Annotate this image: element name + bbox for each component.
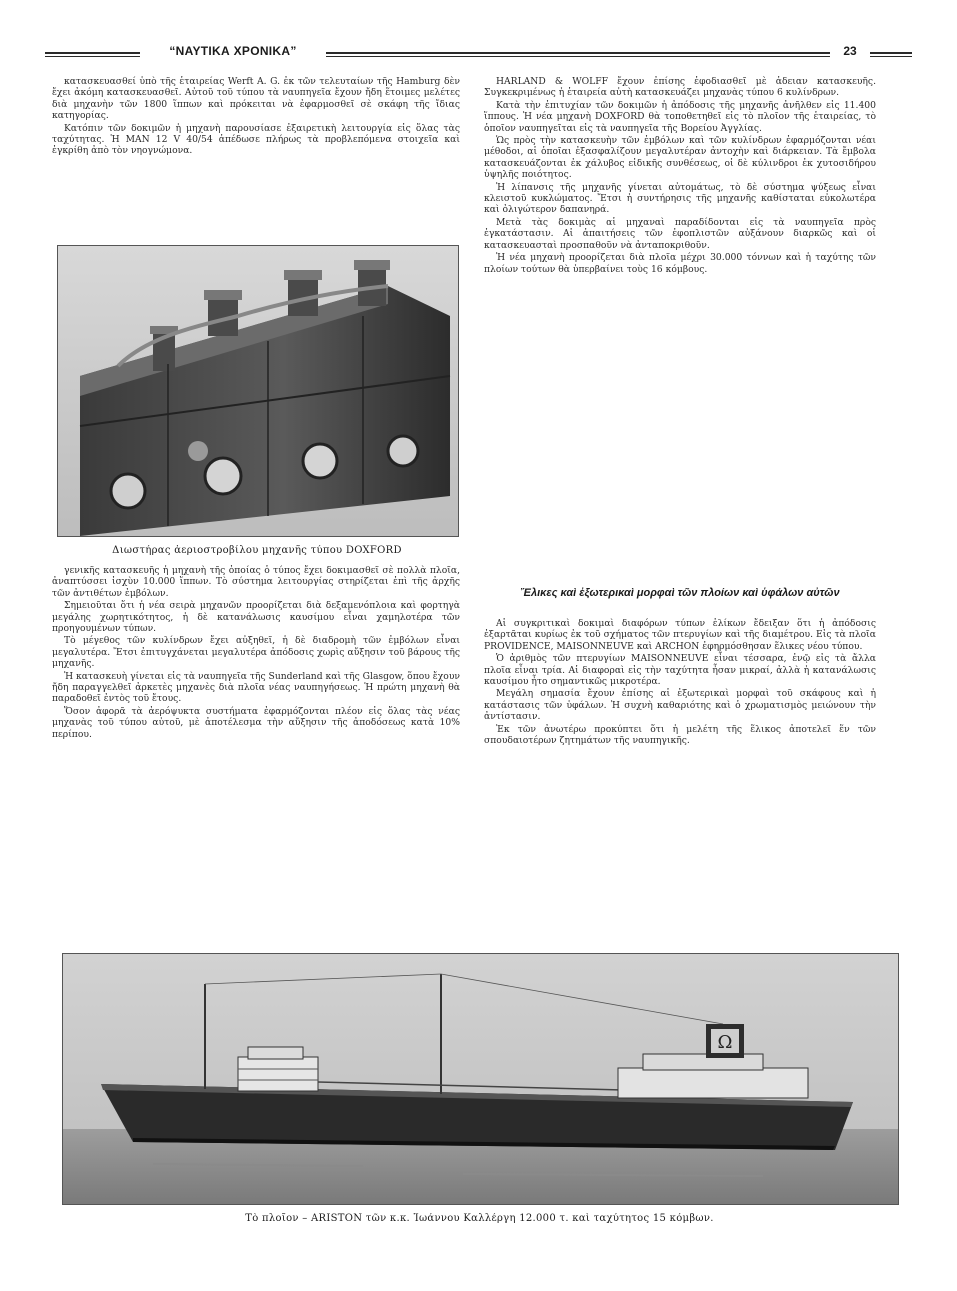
ship-photo: [62, 953, 899, 1205]
paragraph: Ἡ λίπανσις τῆς μηχανῆς γίνεται αὐτομάτως, τὸ δὲ σύστημα ψύξεως εἶναι κλειστοῦ κυκλώματος. Ἔτσι ἡ συντήρησις τῆς μηχανῆς καθίσταται εὐκολωτέρα καὶ ὀλιγώτερον δαπανηρά.: [484, 181, 876, 216]
paragraph: Ὡς πρὸς τὴν κατασκευὴν τῶν ἐμβόλων καὶ τῶν κυλίνδρων ἐφαρμόζονται νέαι μέθοδοι, αἱ ὁποῖαι ἐξασφαλίζουν μεγαλυτέραν ἀντοχὴν καὶ διάρκειαν. Τὰ ἔμβολα κατασκευάζονται ἐκ χάλυβος εἰδικῆς συνθέσεως, οἱ δὲ κύλινδροι ἐκ χυτοσιδήρου ὑψηλῆς ποιότητος.: [484, 135, 876, 181]
header-rule-middle-thin: [326, 56, 830, 57]
paragraph: Κατόπιν τῶν δοκιμῶν ἡ μηχανὴ παρουσίασε ἐξαιρετικὴ λειτουργία εἰς ὅλας τὰς ταχύτητας. Ἡ MAN 12 V 40/54 ἀπέδωσε πλήρως τὰ προβλεπόμενα στοιχεῖα καὶ ἐγκρίθη ἀπὸ τὸν νηογνώμονα.: [52, 122, 460, 157]
publication-title: “ΝΑΥΤΙΚΑ ΧΡΟΝΙΚΑ”: [169, 44, 297, 58]
section-subheading: Ἕλικες καὶ ἐξωτερικαὶ μορφαὶ τῶν πλοίων καὶ ὑφάλων αὐτῶν: [520, 587, 840, 599]
svg-text:Ω: Ω: [717, 1032, 733, 1053]
header-rule-right-thin: [870, 56, 912, 57]
header-rule-middle: [326, 52, 830, 54]
page-header: [0, 44, 957, 64]
left-column-top-text: [52, 76, 460, 244]
right-column-top-text: [484, 76, 876, 582]
engine-photo-caption: Διωστήρας ἀεριοστροβίλου μηχανῆς τύπου DOXFORD: [112, 545, 402, 556]
paragraph: κατασκευασθεί ὑπὸ τῆς ἑταιρείας Werft A. G. ἐκ τῶν τελευταίων τῆς Hamburg δὲν ἔχει ἀκόμη κατασκευασθεῖ. Αὐτοῦ τοῦ τύπου τὰ ναυπηγεῖα ἔχουν ἤδη ἕτοιμες μελέτες διὰ μηχανὴν τῶν 1800 ἵππων καὶ πρόκειται νὰ ἐφαρμοσθεῖ σὲ σκάφη τῆς ἴδιας κατηγορίας.: [52, 76, 460, 122]
paragraph: HARLAND & WOLFF ἔχουν ἐπίσης ἐφοδιασθεῖ μὲ ἀδειαν κατασκευῆς. Συγκεκριμένως ἡ ἑταιρεία αὐτὴ κατασκευάζει μηχανὰς τύπου 6 κυλίνδρων.: [484, 76, 876, 99]
paragraph: Τὸ μέγεθος τῶν κυλίνδρων ἔχει αὐξηθεῖ, ἡ δὲ διαδρομὴ τῶν ἐμβόλων εἶναι μεγαλυτέρα. Ἔτσι ἐπιτυγχάνεται μεγαλυτέρα ἀπόδοσις χωρὶς αὔξησιν τοῦ βάρους τῆς μηχανῆς.: [52, 635, 460, 670]
diesel-engine-image: [58, 246, 458, 536]
paragraph: Μετὰ τὰς δοκιμὰς αἱ μηχαναὶ παραδίδονται εἰς τὰ ναυπηγεῖα πρὸς ἐγκατάστασιν. Αἱ ἀπαιτήσεις τῶν ἐφοπλιστῶν αὐξάνουν διαρκῶς καὶ οἱ κατασκευασταὶ προσπαθοῦν νὰ ἀνταποκριθοῦν.: [484, 216, 876, 251]
engine-photo: [57, 245, 459, 537]
header-rule-left-thin: [45, 56, 140, 57]
paragraph: Σημειοῦται ὅτι ἡ νέα σειρὰ μηχανῶν προορίζεται διὰ δεξαμενόπλοια καὶ φορτηγὰ μεγάλης χωρητικότητος, ἡ δὲ κατανάλωσις καυσίμου εἶναι χαμηλοτέρα τῶν προηγουμένων τύπων.: [52, 600, 460, 635]
paragraph: Ὅσον ἀφορᾶ τὰ ἀερόψυκτα συστήματα ἐφαρμόζονται πλέον εἰς ὅλας τὰς νέας μηχανὰς τοῦ τύπου αὐτοῦ, μὲ ἀποτέλεσμα τὴν αὔξησιν τῆς ἀποδόσεως κατὰ 10% περίπου.: [52, 705, 460, 740]
header-rule-right: [870, 52, 912, 54]
page-number: 23: [843, 44, 857, 58]
paragraph: Αἱ συγκριτικαὶ δοκιμαὶ διαφόρων τύπων ἑλίκων ἔδειξαν ὅτι ἡ ἀπόδοσις ἐξαρτᾶται κυρίως ἐκ τοῦ σχήματος τῶν πτερυγίων καὶ τῆς διαμέτρου. Εἰς τὰ πλοῖα PROVIDENCE, MAISONNEUVE καὶ ARCHON ἐφηρμόσθησαν ἕλικες νέου τύπου.: [484, 618, 876, 652]
paragraph: Κατὰ τὴν ἐπιτυχίαν τῶν δοκιμῶν ἡ ἀπόδοσις τῆς μηχανῆς ἀνῆλθεν εἰς 11.400 ἵππους. Ἡ νέα μηχανὴ DOXFORD θὰ τοποθετηθεῖ εἰς τὸ πλοῖον τῆς ἑταιρείας, τὸ ὁποῖον ναυπηγεῖται εἰς τὰ ναυπηγεῖα τῆς Βορείου Ἀγγλίας.: [484, 99, 876, 134]
ship-photo-caption: Τὸ πλοῖον – ARISTON τῶν κ.κ. Ἰωάννου Καλλέργη 12.000 τ. καὶ ταχύτητος 15 κόμβων.: [245, 1213, 714, 1224]
left-column-bottom-text: [52, 565, 460, 945]
paragraph: γενικῆς κατασκευῆς ἡ μηχανὴ τῆς ὁποίας ὁ τύπος ἔχει δοκιμασθεῖ σὲ πολλὰ πλοῖα, ἀναπτύσσει ἰσχὺν 10.000 ἵππων. Τὸ σύστημα λειτουργίας στηρίζεται ἐπὶ τῆς ἀρχῆς τῶν ἀντιθέτων ἐμβόλων.: [52, 565, 460, 599]
paragraph: Ἡ κατασκευὴ γίνεται εἰς τὰ ναυπηγεῖα τῆς Sunderland καὶ τῆς Glasgow, ὅπου ἔχουν ἤδη παραγγελθεῖ ἀρκετὲς μηχανὲς διὰ πλοῖα νέας ναυπηγήσεως. Ἡ πρώτη μηχανὴ θὰ παραδοθεῖ ἐντὸς τοῦ ἔτους.: [52, 670, 460, 705]
paragraph: Ὁ ἀριθμὸς τῶν πτερυγίων MAISONNEUVE εἶναι τέσσαρα, ἐνῷ εἰς τὰ ἄλλα πλοῖα εἶναι τρία. Αἱ διαφοραὶ εἰς τὴν ταχύτητα ἦσαν μικραί, ἀλλὰ ἡ κατανάλωσις καυσίμου ἦτο σημαντικῶς μικροτέρα.: [484, 653, 876, 688]
paragraph: Ἡ νέα μηχανὴ προορίζεται διὰ πλοῖα μέχρι 30.000 τόννων καὶ ἡ ταχύτης τῶν πλοίων τούτων θὰ ὑπερβαίνει τοὺς 16 κόμβους.: [484, 252, 876, 275]
paragraph: Ἐκ τῶν ἀνωτέρω προκύπτει ὅτι ἡ μελέτη τῆς ἕλικος ἀποτελεῖ ἕν τῶν σπουδαιοτέρων ζητημάτων τῆς ναυπηγικῆς.: [484, 723, 876, 747]
right-column-bottom-text: [484, 618, 876, 940]
paragraph: Μεγάλη σημασία ἔχουν ἐπίσης αἱ ἐξωτερικαὶ μορφαὶ τοῦ σκάφους καὶ ἡ κατάστασις τῶν ὑφάλων. Ἡ συχνὴ καθαριότης καὶ ὁ χρωματισμὸς μειώνουν τὴν ἀντίστασιν.: [484, 688, 876, 723]
header-rule-left: [45, 52, 140, 54]
tanker-ship-image: [63, 954, 898, 1204]
